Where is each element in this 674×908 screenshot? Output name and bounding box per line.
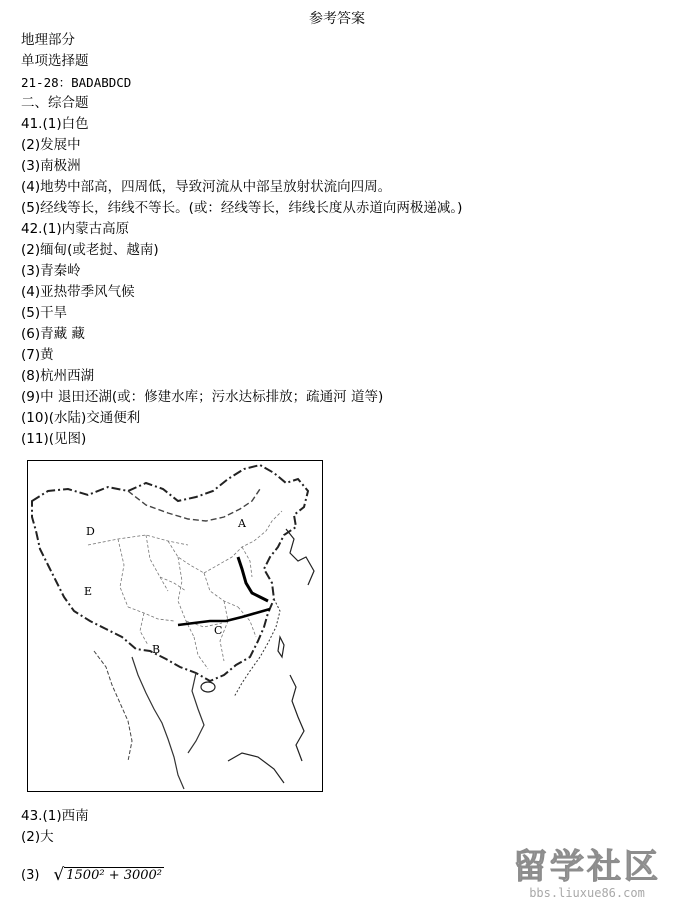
myanmar-outline bbox=[94, 651, 132, 761]
question-type-heading: 单项选择题 bbox=[21, 53, 89, 69]
q41-answer-5: (5)经线等长，纬线不等长。(或：经线等长，纬线长度从赤道向两极递减。) bbox=[21, 200, 463, 216]
q42-answer-8: (8)杭州西湖 bbox=[21, 368, 95, 384]
part-heading: 二、综合题 bbox=[21, 95, 89, 111]
q43-answer-1: 43.(1)西南 bbox=[21, 808, 89, 824]
q43-answer-3-label: (3) bbox=[21, 867, 40, 883]
q42-answer-7: (7)黄 bbox=[21, 347, 54, 363]
q43-answer-3 bbox=[21, 862, 164, 888]
q42-answer-2: (2)缅甸(或老挝、越南) bbox=[21, 242, 159, 258]
answer-lines bbox=[21, 30, 462, 450]
q41-answer-4: (4)地势中部高，四周低，导致河流从中部呈放射状流向四周。 bbox=[21, 179, 392, 195]
province-borders bbox=[88, 511, 282, 669]
q42-answer-9: (9)中 退田还湖(或：修建水库；污水达标排放；疏通河 道等) bbox=[21, 389, 384, 405]
q42-answer-11: (11)(见图) bbox=[21, 431, 87, 447]
site-watermark bbox=[508, 848, 666, 900]
yangtze-river-line bbox=[178, 609, 270, 625]
watermark-url: bbs.liuxue86.com bbox=[529, 886, 645, 900]
philippines-islands bbox=[290, 675, 304, 761]
watermark-text: 留学社区 bbox=[513, 847, 661, 887]
sqrt-radicand: 1500² + 3000² bbox=[66, 867, 163, 883]
map-label-c: C bbox=[214, 624, 223, 637]
q43-answers bbox=[21, 806, 89, 848]
q42-answer-5: (5)干旱 bbox=[21, 305, 68, 321]
hainan-island bbox=[201, 682, 215, 692]
map-label-b: B bbox=[152, 643, 161, 656]
q41-answer-3: (3)南极洲 bbox=[21, 158, 81, 174]
page-title: 参考答案 bbox=[309, 11, 365, 27]
sqrt-symbol: √ bbox=[53, 865, 65, 885]
national-border bbox=[32, 465, 308, 681]
china-map-figure bbox=[27, 460, 323, 792]
q41-answer-2: (2)发展中 bbox=[21, 137, 81, 153]
map-label-e: E bbox=[84, 585, 93, 598]
sqrt-formula bbox=[53, 865, 164, 885]
q42-answer-6: (6)青藏 藏 bbox=[21, 326, 85, 342]
q42-answer-10: (10)(水陆)交通便利 bbox=[21, 410, 141, 426]
q42-answer-4: (4)亚热带季风气候 bbox=[21, 284, 135, 300]
q43-answer-2: (2)大 bbox=[21, 829, 54, 845]
choice-answers: 21-28：BADABDCD bbox=[21, 75, 132, 90]
q41-answer-1: 41.(1)白色 bbox=[21, 116, 89, 132]
q42-answer-1: 42.(1)内蒙古高原 bbox=[21, 221, 130, 237]
section-heading: 地理部分 bbox=[21, 32, 75, 48]
q42-answer-3: (3)青秦岭 bbox=[21, 263, 81, 279]
taiwan-island bbox=[278, 637, 284, 657]
korea-japan-coast bbox=[286, 529, 314, 585]
borneo-coast bbox=[228, 753, 284, 783]
indochina-outline bbox=[132, 657, 184, 789]
map-label-a: A bbox=[238, 517, 246, 530]
yellow-river-line bbox=[238, 557, 268, 601]
map-label-d: D bbox=[86, 525, 95, 538]
map-drawing bbox=[28, 461, 322, 791]
